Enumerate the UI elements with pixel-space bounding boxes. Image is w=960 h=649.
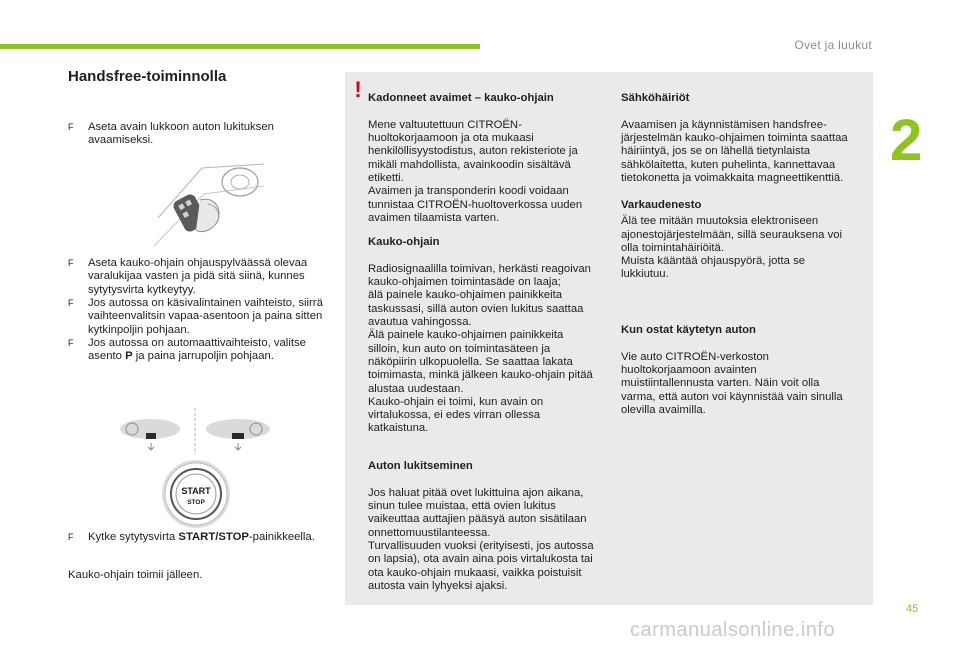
page-title: Handsfree-toiminnolla — [68, 68, 227, 85]
step-text: Aseta avain lukkoon auton lukituksen avaamiseksi. — [88, 121, 274, 147]
remote-block — [368, 223, 613, 449]
start-stop-button-illustration — [160, 458, 232, 530]
step-insert-key — [68, 121, 326, 148]
section-title: Ovet ja luukut — [794, 38, 872, 52]
remote-body: Radiosignaalilla toimivan, herkästi reagoivan kauko-ohjaimen toimintasäde on laaja; älä painele kauko-ohjaimen painikkeita taskussasi, sillä auton ovien lukitus saattaa avautua vahingossa. Älä painele kauko-ohjaimen painikkeita silloin, kun auto on toimintasäteen ja näköpiirin ulkopuolella. Se saattaa lakata toimimasta, minkä jälkeen kauko-ohjain pitää alustaa uudestaan. Kauko-ohjain ei toimi, kun avain on virtalukossa, ei edes virran ollessa katkaistuna. — [368, 262, 593, 435]
used-car-block — [621, 311, 866, 431]
locking-body: Jos haluat pitää ovet lukittuina ajon aikana, sinun tulee muistaa, että ovien lukitus vaikeuttaa auttajien pääsyä auton sisätilaan onnettomuustilanteessa. Turvallisuuden vuoksi (erityisesti, jos autossa on lapsia), ota avain aina pois virtalukosta tai ota kauko-ohjain mukaasi, vaikka poistuisit autosta vain lyhyeksi ajaksi. — [368, 486, 594, 592]
step-hold-remote — [68, 257, 326, 297]
step-text: Jos autossa on automaattivaihteisto, valitse asento P ja paina jarrupoljin pohjaan. — [88, 337, 306, 363]
bullet-icon: F — [68, 338, 74, 348]
bullet-icon: F — [68, 122, 74, 132]
watermark: carmanualsonline.info — [630, 619, 836, 641]
lost-keys-heading: Kadonneet avaimet – kauko-ohjain — [368, 92, 554, 105]
bullet-icon: F — [68, 258, 74, 268]
locking-block — [368, 447, 613, 607]
used-car-heading: Kun ostat käytetyn auton — [621, 324, 756, 337]
header-accent-bar — [0, 44, 480, 49]
bullet-icon: F — [68, 298, 74, 308]
step-start-stop — [68, 531, 326, 544]
lost-keys-block — [368, 79, 613, 239]
stop-label: STOP — [187, 499, 205, 506]
chapter-number: 2 — [890, 108, 923, 173]
step-text: Jos autossa on käsivalintainen vaihteisto, siirrä vaihteenvalitsin vapaa-asentoon ja paina sitten kytkinpoljin pohjaan. — [88, 297, 323, 336]
pedal-illustration — [110, 408, 280, 454]
electric-body: Avaamisen ja käynnistämisen handsfree- järjestelmän kauko-ohjaimen toiminta saattaa häiriintyä, jos se on lähellä tietynlaista sähkölaitetta, kuten puhelinta, kannettavaa tietokonetta ja voimakkaita magneettikenttiä. — [621, 118, 848, 185]
caution-block — [621, 202, 866, 295]
warning-icon: ! — [354, 77, 362, 102]
step-text: Aseta kauko-ohjain ohjauspylväässä olevaa varalukijaa vasten ja pidä sitä siinä, kunnes sytytysvirta kytkeytyy. — [88, 257, 308, 296]
closing-note: Kauko-ohjain toimii jälleen. — [68, 569, 203, 581]
used-car-body: Vie auto CITROËN-verkoston huoltokorjaamoon avainten muistiintallennusta varten. Näin voit olla varma, että auton voi käynnistää vain sinulla olevilla avaimilla. — [621, 350, 843, 417]
step-manual-gearbox — [68, 297, 326, 337]
locking-heading: Auton lukitseminen — [368, 460, 473, 473]
bullet-icon: F — [68, 532, 74, 542]
start-label: START — [181, 486, 211, 496]
step-text: Kytke sytytysvirta START/STOP-painikkeella. — [88, 531, 315, 543]
caution-heading: Varkaudenesto — [621, 198, 702, 211]
step-automatic-gearbox — [68, 337, 326, 364]
caution-body: Älä tee mitään muutoksia elektroniseen ajonestojärjestelmään, sillä seurauksena voi olla toimintahäiriöitä. Muista kääntää ohjauspyörä, jotta se lukkiutuu. — [621, 215, 843, 281]
remote-heading: Kauko-ohjain — [368, 236, 440, 249]
page-number: 45 — [906, 603, 919, 615]
key-in-lock-illustration — [152, 160, 266, 250]
lost-keys-body: Mene valtuutettuun CITROËN- huoltokorjaamoon ja ota mukaasi henkilöllisyystodistus, auton rekisteriote ja mikäli mahdollista, avainkoodin sisältävä etiketti. Avaimen ja transponderin koodi voidaan tunnistaa CITROËN-huoltoverkossa uuden avaimen tilaamista varten. — [368, 118, 583, 224]
electric-heading: Sähköhäiriöt — [621, 92, 690, 105]
